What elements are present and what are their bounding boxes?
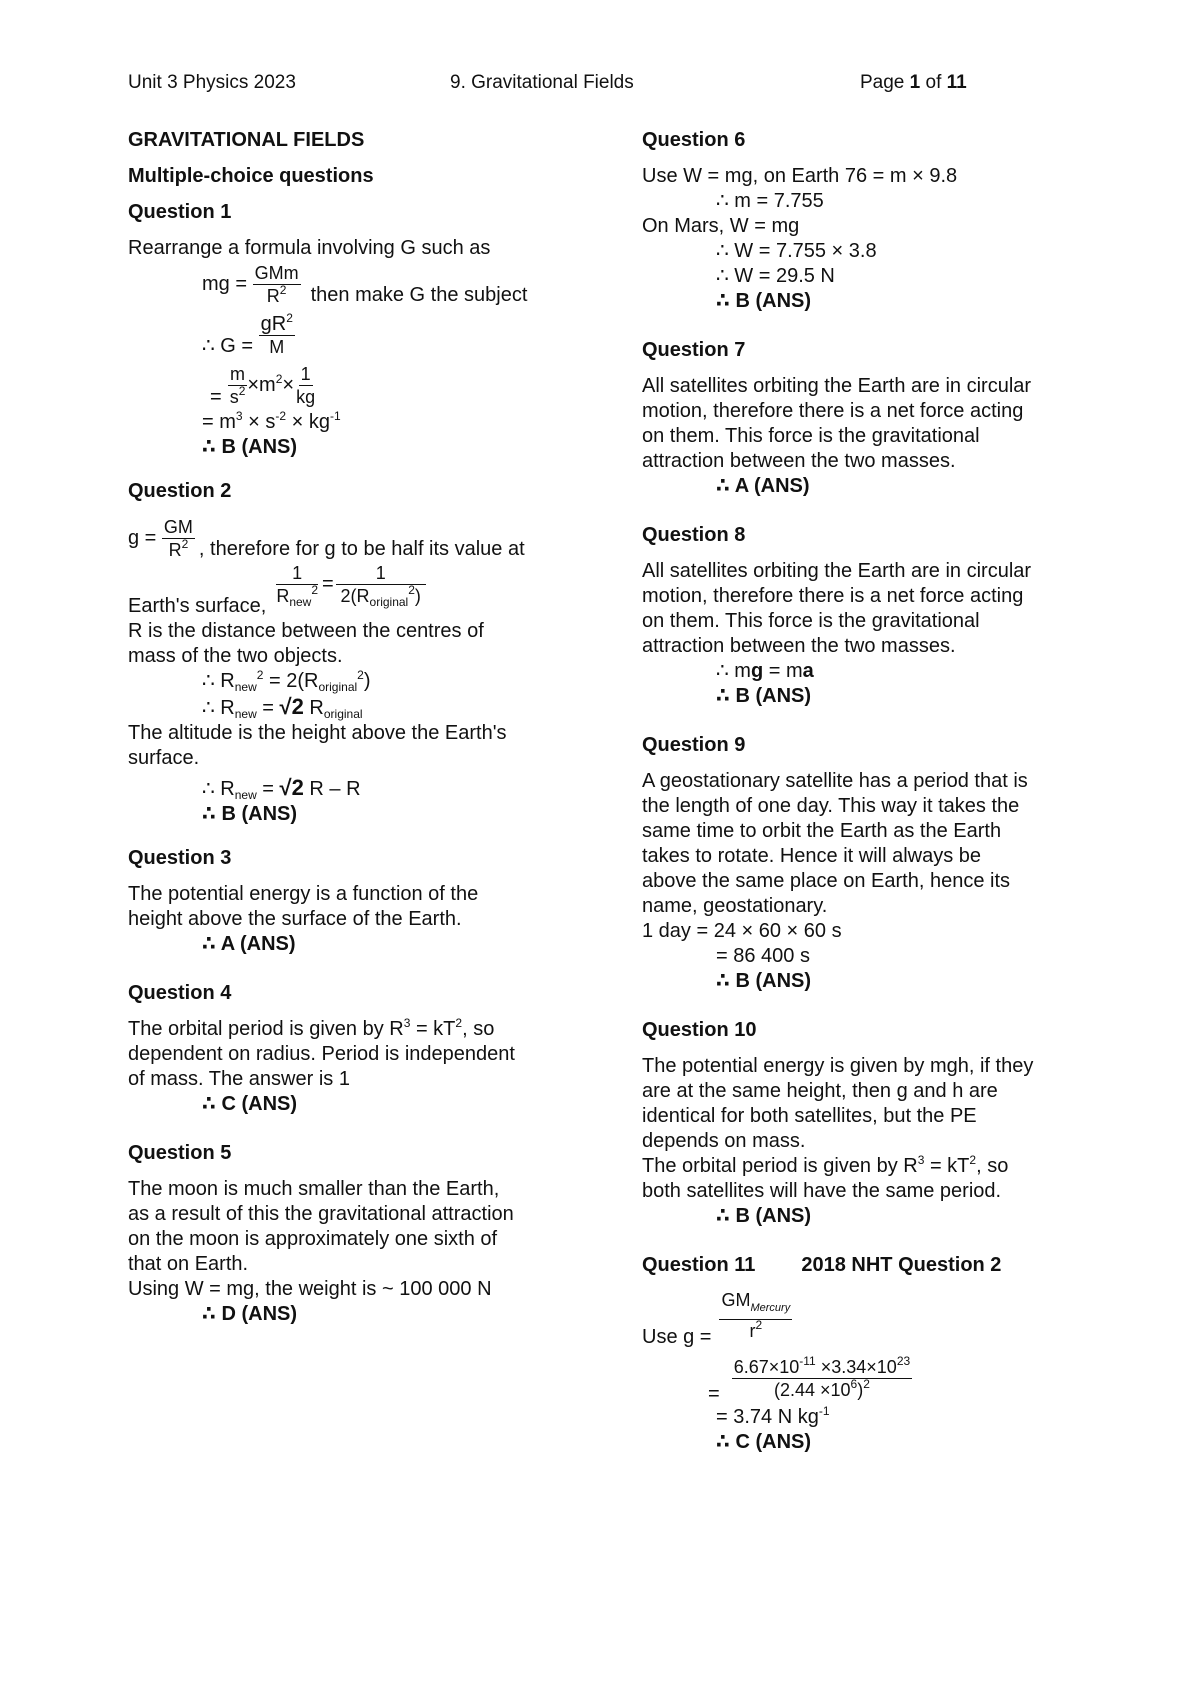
question-11-title: Question 11 2018 NHT Question 2: [642, 1254, 1002, 1276]
q1-line1: Rearrange a formula involving G such as: [128, 237, 491, 259]
q2-step3: ∴ $R_{new} = √2$ R – R: [202, 775, 361, 802]
q5-line2: as a result of this the gravitational attraction: [128, 1203, 514, 1225]
q6-line5: ∴ W = 29.5 N: [716, 265, 835, 287]
page-number: 1: [909, 72, 921, 93]
question-7-title: Question 7: [642, 339, 746, 361]
q8-equation: ∴ mg = ma: [716, 660, 814, 682]
question-4-title: Question 4: [128, 982, 232, 1004]
q11-source: 2018 NHT Question 2: [801, 1254, 1002, 1276]
q9-line6: name, geostationary.: [642, 895, 828, 917]
q4-line3: of mass. The answer is 1: [128, 1068, 350, 1090]
question-2-title: Question 2: [128, 480, 232, 502]
q9-answer: ∴ B (ANS): [716, 970, 812, 992]
question-6-title: Question 6: [642, 129, 746, 151]
q8-answer: ∴ B (ANS): [716, 685, 812, 707]
q1-fraction-gmm: $\frac{\text{GMm}}{R^2}$: [254, 263, 299, 306]
q9-line5: above the same place on Earth, hence its: [642, 870, 1011, 892]
q9-line1: A geostationary satellite has a period that is: [642, 770, 1028, 792]
q6-answer: ∴ B (ANS): [716, 290, 812, 312]
q5-line4: that on Earth.: [128, 1253, 249, 1275]
q1-formula-g: ∴ G = $\frac{gR^2}{M}$: [202, 311, 293, 357]
q5-line1: The moon is much smaller than the Earth,: [128, 1178, 500, 1200]
q1-formula-mg: mg = $\frac{\text{GMm}}{R^2}$ then make G the subject: [202, 263, 528, 306]
q2-text4: mass of the two objects.: [128, 645, 343, 667]
q9-line2: the length of one day. This way it takes the: [642, 795, 1020, 817]
q10-line6: both satellites will have the same period.: [642, 1180, 1002, 1202]
q8-line4: attraction between the two masses.: [642, 635, 956, 657]
q2-ratio: Earth's surface, $\frac{1}{R_{new}^2}$ = $\frac{1}{2(R_{original}^2)}$: [128, 562, 578, 619]
question-5-title: Question 5: [128, 1142, 232, 1164]
q7-line3: on them. This force is the gravitational: [642, 425, 980, 447]
q11-formula-g: Use g = $\frac{GM_{Mercury}}{r^2}$: [642, 1290, 791, 1348]
q6-line1: Use W = mg, on Earth 76 = m × 9.8: [642, 165, 958, 187]
q2-text3: R is the distance between the centres of: [128, 620, 484, 642]
q1-subject-text: then make G the subject: [310, 284, 528, 306]
q4-answer: ∴ C (ANS): [202, 1093, 298, 1115]
section-subtitle: Multiple-choice questions: [128, 165, 374, 187]
sqrt-symbol: √2: [279, 694, 304, 719]
q2-step1: ∴ $R_{new}^2 = 2(R_{original}^2)$: [202, 668, 371, 694]
page-title: GRAVITATIONAL FIELDS: [128, 129, 365, 151]
q10-line4: depends on mass.: [642, 1130, 806, 1152]
q11-result: = 3.74 N $kg^{-1}$: [716, 1404, 830, 1428]
header-topic: 9. Gravitational Fields: [450, 72, 634, 93]
q3-line1: The potential energy is a function of the: [128, 883, 479, 905]
question-8-title: Question 8: [642, 524, 746, 546]
q7-answer: ∴ A (ANS): [716, 475, 810, 497]
q10-line3: identical for both satellites, but the PE: [642, 1105, 977, 1127]
q2-step2: ∴ $R_{new} = √2$ $R_{original}$: [202, 694, 363, 721]
right-column: [642, 128, 1102, 1454]
q9-line7: 1 day = 24 × 60 × 60 s: [642, 920, 842, 942]
q3-line2: height above the surface of the Earth.: [128, 908, 462, 930]
left-column: [128, 128, 578, 1326]
question-3-title: Question 3: [128, 847, 232, 869]
q6-line2: ∴ m = 7.755: [716, 190, 824, 212]
q1-answer: ∴ B (ANS): [202, 436, 298, 458]
q2-answer: ∴ B (ANS): [202, 803, 298, 825]
q7-line4: attraction between the two masses.: [642, 450, 956, 472]
q10-line2: are at the same height, then g and h are: [642, 1080, 998, 1102]
q1-fraction-gr2: $\frac{gR^2}{M}$: [260, 311, 293, 357]
q1-result: = $m^3 \times s^{-2} \times kg^{-1}$: [202, 409, 341, 433]
question-9-title: Question 9: [642, 734, 746, 756]
header-unit: Unit 3 Physics 2023: [128, 72, 296, 93]
page-of: of: [920, 72, 947, 93]
q8-line1: All satellites orbiting the Earth are in circular: [642, 560, 1032, 582]
q3-answer: ∴ A (ANS): [202, 933, 296, 955]
q1-units: = $\frac{m}{s^2}$ $\times m^2$ × $\frac{1}{kg}$: [210, 364, 316, 408]
q10-line1: The potential energy is given by mgh, if they: [642, 1055, 1034, 1077]
q9-line3: same time to orbit the Earth as the Earth: [642, 820, 1002, 842]
q7-line2: motion, therefore there is a net force acting: [642, 400, 1024, 422]
q11-answer: ∴ C (ANS): [716, 1431, 812, 1453]
q2-formula-g: g = $\frac{GM}{R^2}$ , therefore for g to be half its value at: [128, 517, 525, 560]
sqrt-symbol: √2: [279, 775, 304, 800]
q10-answer: ∴ B (ANS): [716, 1205, 812, 1227]
q7-line1: All satellites orbiting the Earth are in circular: [642, 375, 1032, 397]
question-10-title: Question 10: [642, 1019, 757, 1041]
q9-line4: takes to rotate. Hence it will always be: [642, 845, 982, 867]
q2-text1: , therefore for g to be half its value at: [198, 538, 525, 560]
q8-line3: on them. This force is the gravitational: [642, 610, 980, 632]
q5-line3: on the moon is approximately one sixth of: [128, 1228, 498, 1250]
header-page: [860, 72, 967, 94]
page-total: 11: [946, 72, 967, 93]
q5-line5: Using W = mg, the weight is ~ 100 000 N: [128, 1278, 492, 1300]
page-prefix: Page: [860, 72, 910, 93]
q6-line3: On Mars, W = mg: [642, 215, 800, 237]
q9-line8: = 86 400 s: [716, 945, 810, 967]
q8-line2: motion, therefore there is a net force acting: [642, 585, 1024, 607]
q10-line5: The orbital period is given by $R^3 = kT^2$, so: [642, 1153, 1009, 1177]
q2-text5: The altitude is the height above the Earth's: [128, 722, 507, 744]
q5-answer: ∴ D (ANS): [202, 1303, 298, 1325]
q4-line1: The orbital period is given by $R^3 = kT^2$, so: [128, 1016, 495, 1040]
q6-line4: ∴ W = 7.755 × 3.8: [716, 240, 877, 262]
question-1-title: Question 1: [128, 201, 232, 223]
q4-line2: dependent on radius. Period is independent: [128, 1043, 515, 1065]
q2-text6: surface.: [128, 747, 200, 769]
q2-text2: Earth's surface,: [128, 595, 267, 617]
q11-substitution: = $\frac{6.67\times 10^{-11} \times 3.34\times 10^{23}}{(2.44 \times 10^6)^2}$: [708, 1354, 911, 1405]
